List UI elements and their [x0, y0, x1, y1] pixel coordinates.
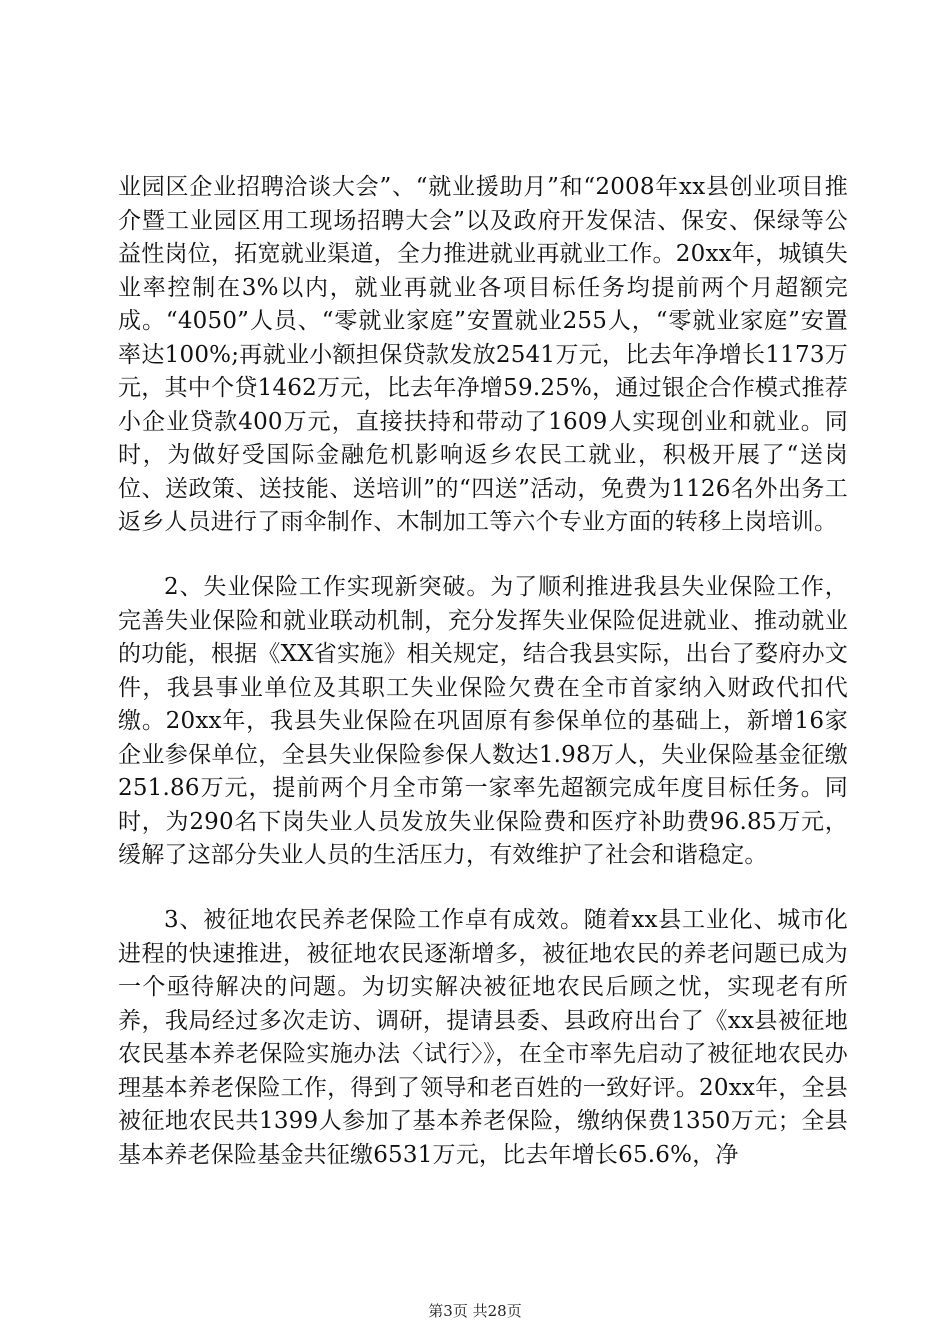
paragraph-text: 3、被征地农民养老保险工作卓有成效。随着xx县工业化、城市化进程的快速推进，被征地农民逐渐增多，被征地农民的养老问题已成为一个亟待解决的问题。为切实解决被征地农民后顾之忧，实现老有所养，我局经过多次走访、调研，提请县委、县政府出台了《xx县被征地农民基本养老保险实施办法〈试行〉》，在全市率先启动了被征地农民办理基本养老保险工作，得到了领导和老百姓的一致好评。20xx年，全县被征地农民共1399人参加了基本养老保险，缴纳保费1350万元；全县基本养老保险基金共征缴6531万元，比去年增长65.6%，净	[118, 907, 848, 1168]
page-number-footer: 第3页 共28页	[428, 1302, 522, 1320]
paragraph-land-farmer-pension	[118, 904, 848, 1172]
paragraph-text: 2、失业保险工作实现新突破。为了顺利推进我县失业保险工作，完善失业保险和就业联动机制，充分发挥失业保险促进就业、推动就业的功能，根据《XX省实施》相关规定，结合我县实际，出台了婺府办文件，我县事业单位及其职工失业保险欠费在全市首家纳入财政代扣代缴。20xx年，我县失业保险在巩固原有参保单位的基础上，新增16家企业参保单位，全县失业保险参保人数达1.98万人，失业保险基金征缴251.86万元，提前两个月全市第一家率先超额完成年度目标任务。同时，为290名下岗失业人员发放失业保险费和医疗补助费96.85万元，缓解了这部分失业人员的生活压力，有效维护了社会和谐稳定。	[118, 574, 848, 868]
paragraph-text: 业园区企业招聘洽谈大会”、“就业援助月”和“2008年xx县创业项目推介暨工业园区用工现场招聘大会”以及政府开发保洁、保安、保绿等公益性岗位，拓宽就业渠道，全力推进就业再就业工作。20xx年，城镇失业率控制在3%以内，就业再就业各项目标任务均提前两个月超额完成。“4050”人员、“零就业家庭”安置就业255人，“零就业家庭”安置率达100%;再就业小额担保贷款发放2541万元，比去年净增长1173万元，其中个贷1462万元，比去年净增59.25%，通过银企合作模式推荐小企业贷款400万元，直接扶持和带动了1609人实现创业和就业。同时，为做好受国际金融危机影响返乡农民工就业，积极开展了“送岗位、送政策、送技能、送培训”的“四送”活动，免费为1126名外出务工返乡人员进行了雨伞制作、木制加工等六个专业方面的转移上岗培训。	[118, 174, 848, 535]
paragraph-employment	[118, 171, 848, 540]
paragraph-unemployment-insurance	[118, 571, 848, 873]
